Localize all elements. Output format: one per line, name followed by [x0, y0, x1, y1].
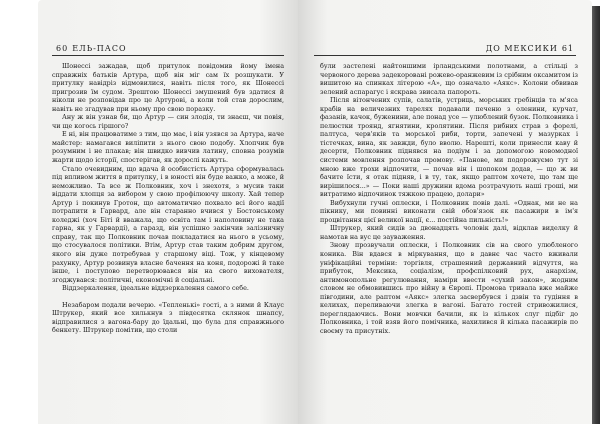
left-page-number: 60: [56, 44, 69, 53]
left-running-head-title: ЕЛЬ-ПАСО: [72, 44, 127, 53]
left-paragraph: Віддзеркалення, ідеальне віддзеркалення самого себе.: [62, 284, 249, 293]
left-page-text: [52, 62, 284, 335]
left-paragraph: Е ні, він працюватиме з тим, що має, і він узявся за Артура, наче майстер: намагався виліпити з нього свою подобу. Хлопчик був розумним і не плакав; він швидко вивчив латину, сповна розумів жарти щодо історії, спостерігав, як дорослі кажуть.: [52, 130, 284, 165]
right-paragraph: Після вітончених супів, салатів, устриць, морських гребінців та м'яса крабів на величезних тарелях подавали печеню з оленини, курчат, фазанів, качок, буженини, але понад усе — улюблений бузок. Полковника і пелюстки троянд, ягнятини, кролятини. Після рибних страв з форелі, палтуса, черв'яків та морської риби, торти, запечені у мазурках і тістечках, вина, як завжди, було вволю. Нарешті, коли принесли каву й десерти, Полковник піднявся на подіум і за допомогою новомодної системи мовлення розпочав промову. «Панове, ми подорожуємо тут зі мною вже трохи відпочити, — почав він і шопоком додав, — що ж ви бачите їсти, я отак підняв, і в ту, так, якщо раптом хочете, що там ще вирішилося...» — Поки наші дружини вдома розтрачують наші гроші, ми витратимо відпочинок тяжкою працею, долари»: [320, 96, 578, 199]
left-paragraph: Ану ж він узнав би, що Артур — син злодія, ти знаєш, чи повія, чи ще когось гіршого?: [52, 113, 284, 130]
left-paragraph: Стало очевидним, що вдача й особистість Артура сформувалась під впливом життя в притулку, і в юності він буде важко, а може, й неможливо. Та все ж Полковник, хоч і знехотя, з мусив таки віддати хлопця за вибором у свою профілюючу школу. Хай тепер Артур і покинув Гротон, що автоматично похвало всі його надії потрапити в Гарвард, але він старанно вчився у Бостонському коледжі (хоч Біті й вважала, що освіта там і наполовину не така гарна, як у Гарварді), а гаразд, він успішно закінчив залізничну справу, так що Полковник почав покладатися на нього в усьому, що стосувалося політики. Втім, Артур став таким добрим другом, якого він дуже потребував у старшому віці. Тож, у кінцевому рахунку, Артур розвинув власне бачення на коня, подорожі й таке інше, і поступово перетворювався він на свого вихователя, згоджувався: політичні, економічні й соціальні.: [52, 164, 284, 284]
right-paragraph: Вибухнули гучні оплески, і Полковник повів далі. «Однак, ми не на пікнику, ми повинні виконати свій обов'язок як пасажири в ім'я процвітання цієї великої нації, є... постійна пильність!»: [320, 198, 578, 224]
right-page: [298, 0, 592, 424]
left-paragraph: Незабаром подали вечерю. «Тепленькі» гості, а з ними й Клаус Штрукер, який все хилькнув з півдесятка склянок шнапсу, відправилися з вагона-бару до їдальні, що була для справжнього бенкету. Штрукер помітив, що столи: [52, 300, 284, 335]
right-page-text: [320, 62, 578, 336]
left-header-rule: [52, 55, 284, 56]
right-paragraph: Штрукер, який сидів за двонадцять чоловік далі, відклав виделку й намотав на вус це зауваження.: [320, 224, 578, 241]
right-paragraph: були застелені найтоншими ірландськими полотнами, а стільці з червоного дерева задекоровані рожево-оранжевим із срібним оксамитом із вишитою на спинках літерою «А», що означало «Аякс». Колони обвивав зелений аспарагус і яскрава звисала папороть.: [320, 62, 578, 96]
right-header-rule: [314, 55, 576, 56]
right-running-head-title: ДО МЕКСИКИ: [485, 44, 558, 53]
right-page-number: 61: [561, 44, 574, 53]
left-running-head: [52, 44, 127, 53]
right-paragraph: Знову прозвучали оплески, і Полковник сів на свого улюбленого коника. Він вдався в міркування, що в давнє час часто вживали уніфікаційні терміни: торгівля, страшенний державний відчуття, на прибуток, Мексика, соціалізм, профспілковий рух, анархізм, антимонопольне регулювання, наміри ввести «сухий закон», жодним словом не обмовившись про війну в Європі. Промова тривала вже майже півгодини, але раптом «Аякс» злегка засвербувся і дзвін та гудіння в келихах, переливаючи злегка в вагоні. Багато гостей стривожилися, переглядаючись. Вони мовчки бачили, як із кількох слуг підбіг до Полковника, і той взяв його помічника, нахилився й кілька пасажирів по своєму та присутніх.: [320, 241, 578, 335]
right-running-head: [486, 44, 578, 53]
left-paragraph: Шонессі зажадав, щоб притулок повідомив йому імена справжніх батьків Артура, щоб він міг сам їх розшукати. У притулку навідріз відмовилися, навіть після того, як Шонессі пригрозив їм судом. Зрештою Шонессі змушений був здатися й ніколи не розповідав про це Артурові, а коли той став дорослим, навіть не згадував при ньому про свою поразку.: [52, 62, 284, 113]
left-page: [38, 0, 298, 424]
